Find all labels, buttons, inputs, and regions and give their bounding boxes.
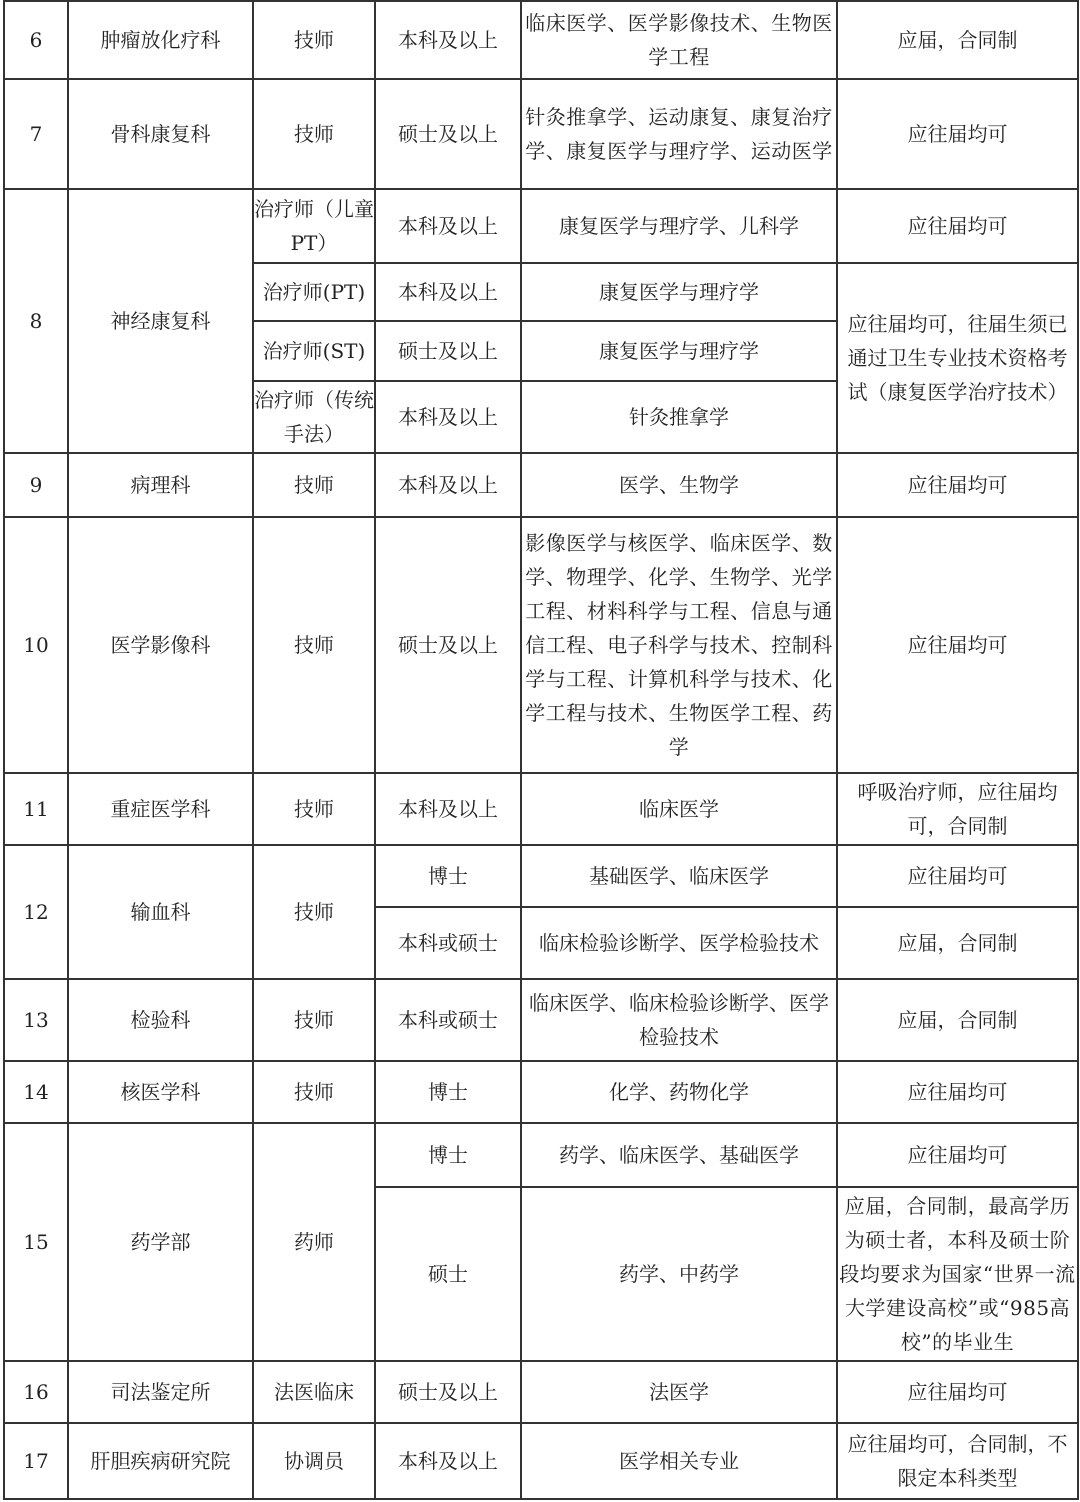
major-cell: 康复医学与理疗学、儿科学: [521, 189, 837, 263]
note-cell: 应往届均可: [837, 845, 1078, 907]
note-cell: 应往届均可: [837, 189, 1078, 263]
major-cell: 临床检验诊断学、医学检验技术: [521, 907, 837, 979]
degree-cell: 本科及以上: [375, 189, 521, 263]
row-number: 10: [4, 517, 68, 773]
post-cell: 技师: [253, 453, 375, 517]
degree-cell: 本科或硕士: [375, 907, 521, 979]
degree-cell: 博士: [375, 1061, 521, 1123]
department-cell: 核医学科: [68, 1061, 253, 1123]
major-cell: 药学、临床医学、基础医学: [521, 1123, 837, 1187]
department-cell: 肿瘤放化疗科: [68, 1, 253, 79]
row-number: 14: [4, 1061, 68, 1123]
department-cell: 检验科: [68, 979, 253, 1061]
major-cell: 法医学: [521, 1361, 837, 1423]
note-cell: 应往届均可: [837, 79, 1078, 189]
degree-cell: 硕士及以上: [375, 517, 521, 773]
table-row: [4, 1361, 1078, 1423]
department-cell: 重症医学科: [68, 773, 253, 845]
degree-cell: 硕士及以上: [375, 79, 521, 189]
post-cell: 技师: [253, 773, 375, 845]
row-number: 6: [4, 1, 68, 79]
table-row: [4, 1123, 1078, 1187]
post-cell: 药师: [253, 1123, 375, 1361]
degree-cell: 博士: [375, 845, 521, 907]
table-row: [4, 1, 1078, 79]
major-cell: 基础医学、临床医学: [521, 845, 837, 907]
table-row: [4, 773, 1078, 845]
note-cell: 应往届均可: [837, 1061, 1078, 1123]
note-cell: 应往届均可，往届生须已通过卫生专业技术资格考试（康复医学治疗技术）: [837, 263, 1078, 453]
major-cell: 临床医学: [521, 773, 837, 845]
post-cell: 治疗师（传统手法）: [253, 381, 375, 453]
major-cell: 康复医学与理疗学: [521, 321, 837, 381]
degree-cell: 硕士: [375, 1187, 521, 1361]
note-cell: 应往届均可: [837, 453, 1078, 517]
major-cell: 临床医学、临床检验诊断学、医学检验技术: [521, 979, 837, 1061]
degree-cell: 本科及以上: [375, 381, 521, 453]
degree-cell: 本科或硕士: [375, 979, 521, 1061]
department-cell: 司法鉴定所: [68, 1361, 253, 1423]
major-cell: 针灸推拿学: [521, 381, 837, 453]
row-number: 13: [4, 979, 68, 1061]
row-number: 16: [4, 1361, 68, 1423]
degree-cell: 本科及以上: [375, 263, 521, 321]
table-row: [4, 979, 1078, 1061]
table-row: [4, 79, 1078, 189]
row-number: 9: [4, 453, 68, 517]
post-cell: 技师: [253, 79, 375, 189]
row-number: 15: [4, 1123, 68, 1361]
note-cell: 应届，合同制: [837, 979, 1078, 1061]
note-cell: 应往届均可: [837, 1361, 1078, 1423]
department-cell: 病理科: [68, 453, 253, 517]
department-cell: 肝胆疾病研究院: [68, 1423, 253, 1499]
major-cell: 药学、中药学: [521, 1187, 837, 1361]
table-row: [4, 453, 1078, 517]
recruitment-table: [3, 0, 1079, 1500]
post-cell: 治疗师(PT): [253, 263, 375, 321]
department-cell: 医学影像科: [68, 517, 253, 773]
note-cell: 应往届均可: [837, 1123, 1078, 1187]
major-cell: 影像医学与核医学、临床医学、数学、物理学、化学、生物学、光学工程、材料科学与工程、信息与通信工程、电子科学与技术、控制科学与工程、计算机科学与技术、化学工程与技术、生物医学工程、药学: [521, 517, 837, 773]
major-cell: 医学、生物学: [521, 453, 837, 517]
major-cell: 康复医学与理疗学: [521, 263, 837, 321]
table-row: [4, 845, 1078, 907]
post-cell: 治疗师（儿童PT）: [253, 189, 375, 263]
post-cell: 技师: [253, 979, 375, 1061]
note-cell: 应届，合同制: [837, 1, 1078, 79]
major-cell: 化学、药物化学: [521, 1061, 837, 1123]
degree-cell: 本科及以上: [375, 1, 521, 79]
major-cell: 医学相关专业: [521, 1423, 837, 1499]
row-number: 7: [4, 79, 68, 189]
department-cell: 输血科: [68, 845, 253, 979]
row-number: 12: [4, 845, 68, 979]
degree-cell: 本科及以上: [375, 453, 521, 517]
degree-cell: 硕士及以上: [375, 321, 521, 381]
row-number: 8: [4, 189, 68, 453]
major-cell: 针灸推拿学、运动康复、康复治疗学、康复医学与理疗学、运动医学: [521, 79, 837, 189]
post-cell: 治疗师(ST): [253, 321, 375, 381]
table-row: [4, 1061, 1078, 1123]
department-cell: 骨科康复科: [68, 79, 253, 189]
post-cell: 技师: [253, 517, 375, 773]
post-cell: 协调员: [253, 1423, 375, 1499]
table-row: [4, 517, 1078, 773]
post-cell: 技师: [253, 1, 375, 79]
row-number: 17: [4, 1423, 68, 1499]
table-row: [4, 1423, 1078, 1499]
department-cell: 神经康复科: [68, 189, 253, 453]
department-cell: 药学部: [68, 1123, 253, 1361]
post-cell: 技师: [253, 845, 375, 979]
note-cell: 应往届均可: [837, 517, 1078, 773]
table-row: [4, 189, 1078, 263]
degree-cell: 本科及以上: [375, 1423, 521, 1499]
note-cell: 呼吸治疗师，应往届均可，合同制: [837, 773, 1078, 845]
degree-cell: 博士: [375, 1123, 521, 1187]
post-cell: 法医临床: [253, 1361, 375, 1423]
note-cell: 应届，合同制: [837, 907, 1078, 979]
major-cell: 临床医学、医学影像技术、生物医学工程: [521, 1, 837, 79]
degree-cell: 本科及以上: [375, 773, 521, 845]
note-cell: 应届，合同制，最高学历为硕士者，本科及硕士阶段均要求为国家“世界一流大学建设高校”或“985高校”的毕业生: [837, 1187, 1078, 1361]
row-number: 11: [4, 773, 68, 845]
post-cell: 技师: [253, 1061, 375, 1123]
degree-cell: 硕士及以上: [375, 1361, 521, 1423]
note-cell: 应往届均可，合同制，不限定本科类型: [837, 1423, 1078, 1499]
